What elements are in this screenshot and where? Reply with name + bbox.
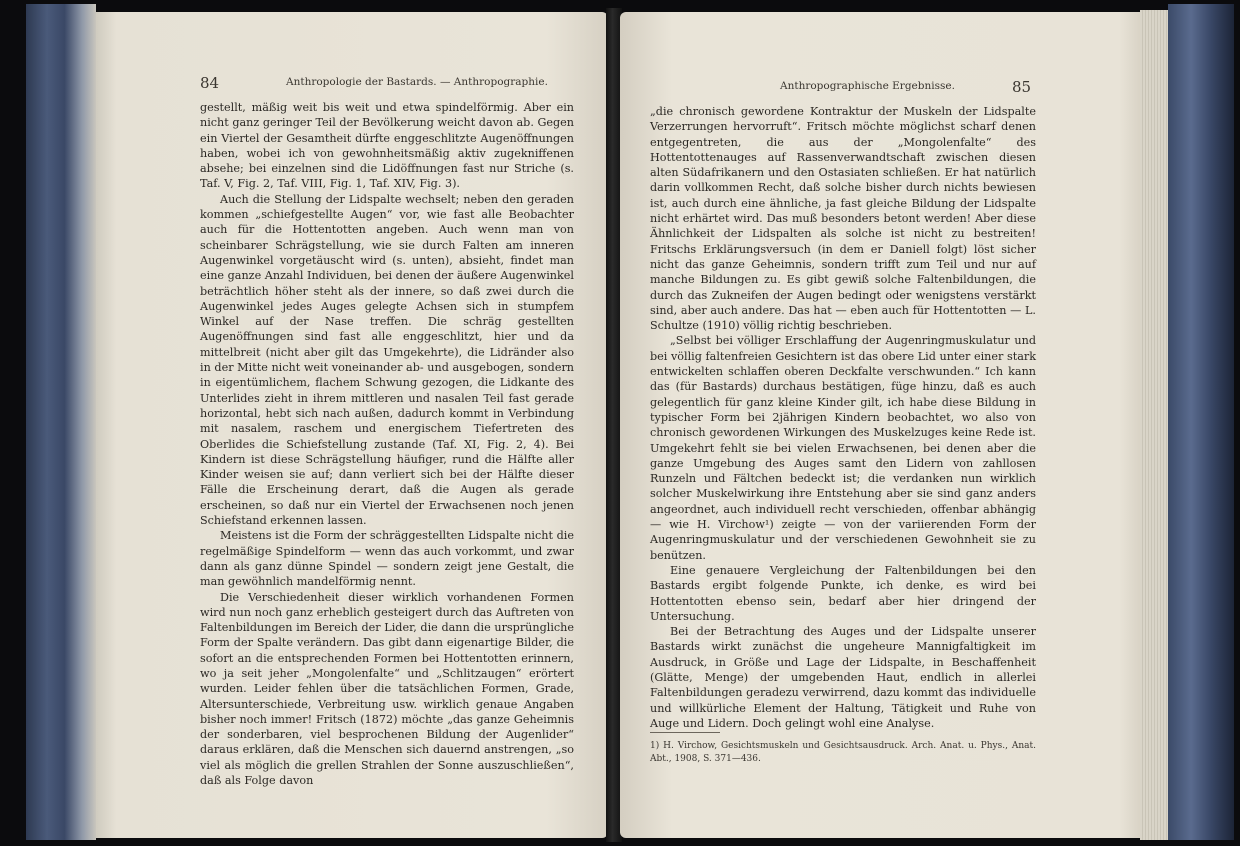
left-body-text [200,100,574,788]
book-binding-left [26,4,96,840]
page-edges [1140,10,1168,840]
paragraph: „die chronisch gewordene Kontraktur der Muskeln der Lidspalte Verzerrungen hervorruft“. Fritsch möchte möglichst scharf denen entgegentreten, die aus der „Mongolenfalte“ des Hottentottenauges auf Rassenverwandtschaft zwischen diesen alten Südafrikanern und den Ostasiaten schließen. Er hat natürlich darin vollkommen Recht, daß solche bisher durch nichts bewiesen ist, auch durch eine ähnliche, ja fast gleiche Bildung der Lidspalte nicht erhärtet wird. Das muß besonders betont werden! Aber diese Ähnlichkeit der Lidspalten als solche ist nicht zu bestreiten! Fritschs Erklärungsversuch (in dem er Daniell folgt) löst sicher nicht das ganze Geheimnis, sondern trifft zum Teil und nur auf manche Bildungen zu. Es gibt gewiß solche Faltenbildungen, die durch das Zukneifen der Augen bedingt oder wenigstens verstärkt sind, aber auch andere. Das hat — eben auch für Hottentotten — L. Schultze (1910) völlig richtig beschrieben. [650,105,1036,333]
running-head-left: Anthropologie der Bastards. — Anthropographie. [286,76,548,88]
running-head-right: Anthropographische Ergebnisse. [780,80,955,92]
left-page [96,12,608,838]
paragraph: Auch die Stellung der Lidspalte wechselt; neben den geraden kommen „schiefgestellte Augen“ vor, wie fast alle Beobachter auch für die Hottentotten angeben. Auch wenn man von scheinbarer Schrägstellung, wie sie durch Falten am inneren Augenwinkel vorgetäuscht wird (s. unten), absieht, findet man eine ganze Anzahl Individuen, bei denen der äußere Augenwinkel beträchtlich höher steht als der innere, so daß zwei durch die Augenwinkel jedes Auges gelegte Achsen sich in stumpfem Winkel auf der Nase treffen. Die schräg gestellten Augenöffnungen sind fast alle enggeschlitzt, hier und da mittelbreit (nicht aber gilt das Umgekehrte), die Lidränder also in der Mitte nicht weit voneinander ab- und ausgebogen, sondern in eigentümlichem, flachem Schwung gezogen, die Lidkante des Unterlides zieht in ihrem mittleren und nasalen Teil fast gerade horizontal, hebt sich nach außen, dadurch kommt in Verbindung mit nasalem, raschem und energischem Tiefertreten des Oberlides die Schiefstellung zustande (Taf. XI, Fig. 2, 4). Bei Kindern ist diese Schrägstellung häufiger, rund die Hälfte aller Kinder weisen sie auf; dann verliert sich bei der Hälfte dieser Fälle die Erscheinung derart, daß die Augen als gerade erscheinen, so daß nur ein Viertel der Erwachsenen noch jenen Schiefstand erkennen lassen. [200,192,574,528]
paragraph: Bei der Betrachtung des Auges und der Lidspalte unserer Bastards wirkt zunächst die ungeheure Mannigfaltigkeit im Ausdruck, in Größe und Lage der Lidspalte, in Beschaffenheit (Glätte, Menge) der umgebenden Haut, endlich in allerlei Faltenbildungen geradezu verwirrend, dazu kommt das individuelle und willkürliche Element der Haltung, Tätigkeit und Ruhe von Auge und Lidern. Doch gelingt wohl eine Analyse. [650,625,1036,730]
footnote-rule [650,732,720,733]
paragraph: Eine genauere Vergleichung der Faltenbildungen bei den Bastards ergibt folgende Punkte, ich denke, es wird bei Hottentotten ebenso sein, bedarf aber hier dringend der Untersuchung. [650,563,1036,623]
paragraph: Die Verschiedenheit dieser wirklich vorhandenen Formen wird nun noch ganz erheblich gesteigert durch das Auftreten von Faltenbildungen im Bereich der Lider, die dann die ursprüngliche Form der Spalte verändern. Das gibt dann eigenartige Bilder, die sofort an die entsprechenden Formen bei Hottentotten erinnern, wo ja seit jeher „Mongolenfalte“ und „Schlitzaugen“ erörtert wurden. Leider fehlen über die tatsächlichen Formen, Grade, Altersunterschiede, Verbreitung usw. wirklich genaue Angaben bisher noch immer! Fritsch (1872) möchte „das ganze Geheimnis der sonderbaren, viel besprochenen Bildung der Augenlider“ daraus erklären, daß die Menschen sich dauernd anstrengen, „so viel als möglich die grellen Strahlen der Sonne auszuschließen“, daß als Folge davon [200,590,574,788]
page-number-right: 85 [1012,78,1032,96]
right-body-text [650,104,1036,731]
right-page [620,12,1140,838]
footnote: 1) H. Virchow, Gesichtsmuskeln und Gesichtsausdruck. Arch. Anat. u. Phys., Anat. Abt., 1908, S. 371—436. [650,741,1036,764]
paragraph: „Selbst bei völliger Erschlaffung der Augenringmuskulatur und bei völlig faltenfreien Gesichtern ist das obere Lid unter einer stark entwickelten schlaffen oberen Deckfalte verschwunden.“ Ich kann das (für Bastards) durchaus bestätigen, füge hinzu, daß es auch gelegentlich für ganz kleine Kinder gilt, ich habe diese Bildung in typischer Form bei 2jährigen Kindern beobachtet, wo also von chronisch gewordenen Wirkungen des Muskelzuges keine Rede ist. Umgekehrt fehlt sie bei vielen Erwachsenen, bei denen aber die ganze Umgebung des Auges samt den Lidern von zahllosen Runzeln und Fältchen bedeckt ist; die verdanken nun wirklich solcher Muskelwirkung ihre Entstehung aber sie sind ganz anders angeordnet, auch individuell recht verschieden, offenbar abhängig — wie H. Virchow¹) zeigte — von der variierenden Form der Augenringmuskulatur und der verschiedenen Gewohnheit sie zu benützen. [650,334,1036,562]
paragraph: Meistens ist die Form der schräggestellten Lidspalte nicht die regelmäßige Spindelform — wenn das auch vorkommt, und zwar dann als ganz dünne Spindel — sondern zeigt jene Gestalt, die man gewöhnlich mandelförmig nennt. [200,529,574,589]
page-number-left: 84 [200,74,220,92]
book-binding-right [1168,4,1234,840]
paragraph: gestellt, mäßig weit bis weit und etwa spindelförmig. Aber ein nicht ganz geringer Teil der Bevölkerung weicht davon ab. Gegen ein Viertel der Gesamtheit dürfte enggeschlitzte Augenöffnungen haben, wobei ich von gewohnheitsmäßig aktiv zugekniffenen absehe; bei einzelnen sind die Lidöffnungen fast nur Striche (s. Taf. V, Fig. 2, Taf. VIII, Fig. 1, Taf. XIV, Fig. 3). [200,101,574,191]
